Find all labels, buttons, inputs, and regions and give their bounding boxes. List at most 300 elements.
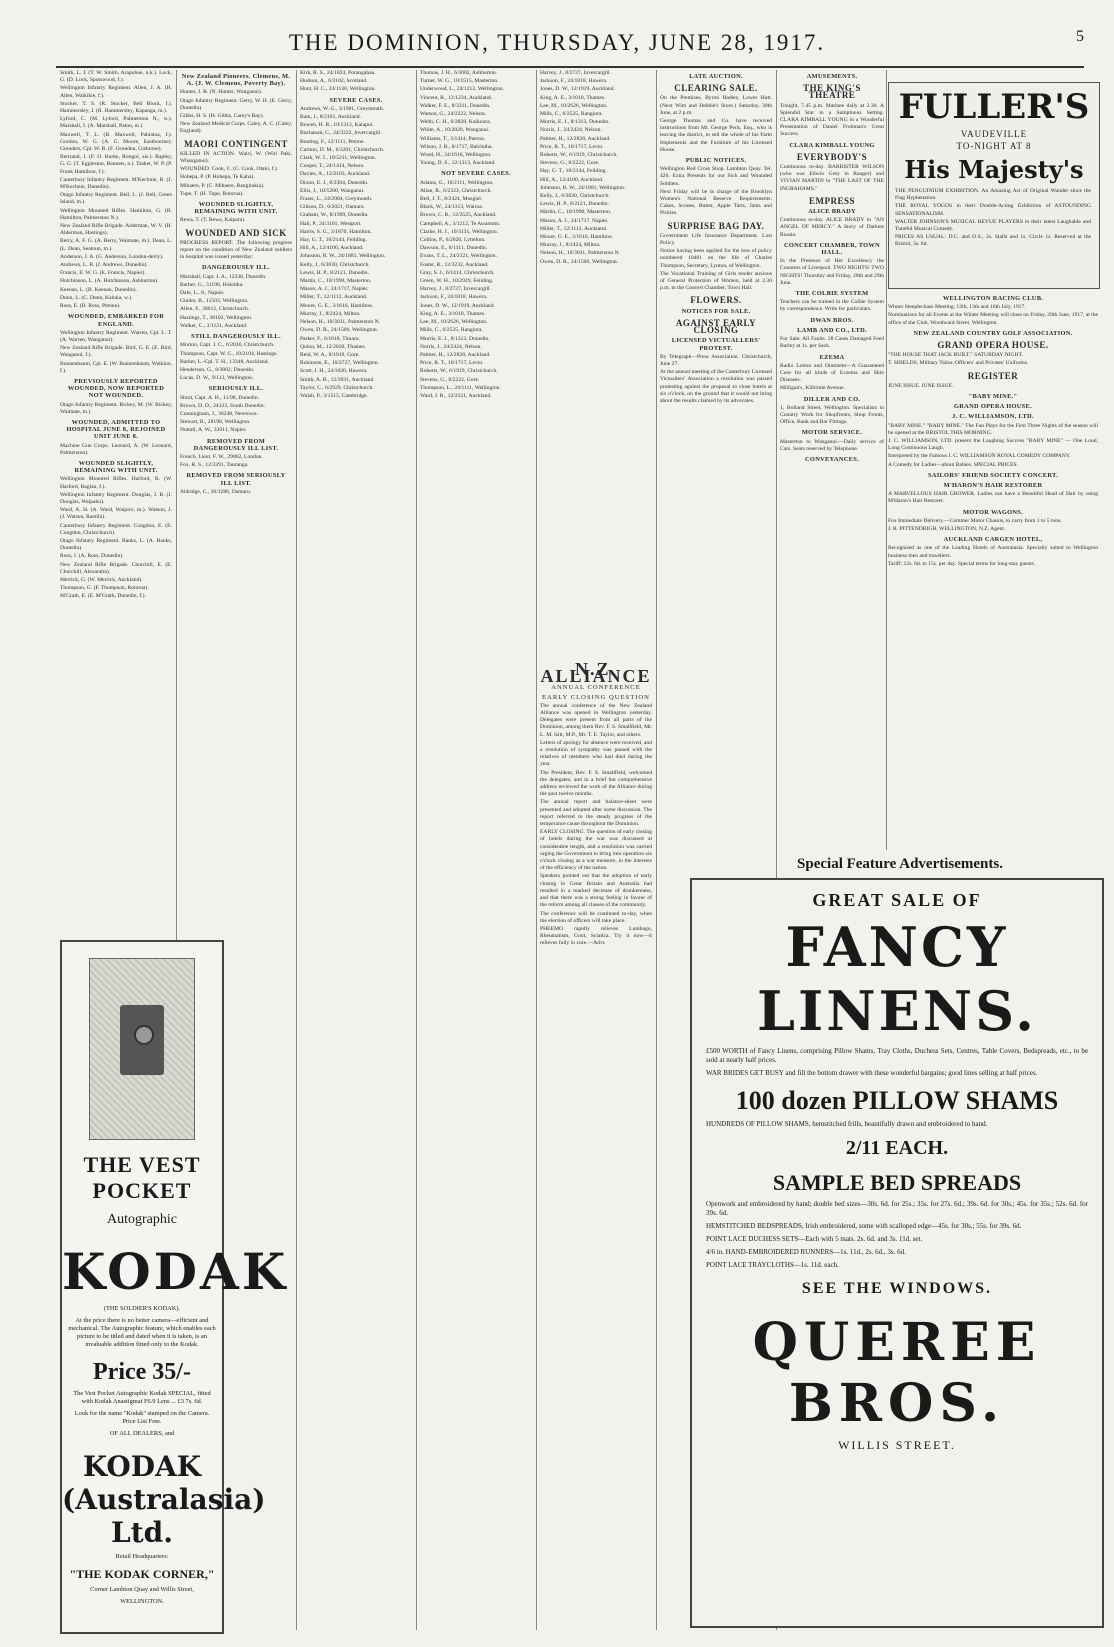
section-heading: PREVIOUSLY REPORTED WOUNDED, NOW REPORTED NOT WOUNDED. bbox=[67, 377, 165, 400]
list-item: New Zealand Rifle Brigade. Churchill, E. (E. Churchill, Alexandra). bbox=[60, 561, 172, 575]
list-item: Owen, D. R., 24/1500, Wellington. bbox=[540, 258, 619, 265]
list-item: Murray, J., 8/2424, Milton. bbox=[540, 242, 601, 249]
list-item: Morton, Capt. J. C., 6/2036, Christchurch. bbox=[180, 342, 275, 349]
article-subhead: EARLY CLOSING QUESTION bbox=[542, 693, 650, 701]
list-item: Nelson, H., 10/3031, Palmerston N. bbox=[300, 319, 381, 326]
advert-text: Teachers can be trained in the Colbie System by correspondence. Write for particulars. bbox=[780, 299, 884, 313]
list-item: Rewa, T. (T. Rewa, Kaipara). bbox=[180, 217, 246, 224]
advert-text: Recognised as one of the Leading Hotels of Australasia. Specially suited to Wellington business men and travellers. bbox=[888, 545, 1098, 559]
list-item: Andrews, W. G., 3/1901, Greymouth. bbox=[300, 105, 384, 112]
notice-paragraph: By Telegraph—Press Association. Christchurch, June 27. bbox=[660, 353, 772, 367]
list-item: PROGRESS REPORT. The following progress report on the condition of New Zealand soldiers in hospital was issued yesterday: bbox=[180, 239, 292, 261]
list-item: Stevens, G., 8/2222, Gore. bbox=[540, 160, 600, 167]
list-item: Thomas, J. H., 6/3002, Ashburton. bbox=[420, 70, 498, 76]
maori-contingent-heading: MAORI CONTINGENT bbox=[184, 138, 288, 149]
list-item: Carlton, D. M., 6/3201, Christchurch. bbox=[300, 146, 385, 153]
list-item: Otago Infantry Regiment. Gerry, W. H. (E. Gerry, Dunedin). bbox=[180, 97, 292, 111]
list-item: Harvey, J., 8/2727, Invercargill. bbox=[420, 286, 491, 293]
list-item: Hunter, J. R. (N. Hunter, Wanganui). bbox=[180, 89, 263, 96]
list-item: Hill, A., 12/4100, Auckland. bbox=[540, 176, 604, 183]
list-item: Underwood, L., 24/1212, Wellington. bbox=[420, 86, 504, 93]
notice-paragraph: On the Premises, Byron Hadley, Lower Hutt. (Next Wim and Debbie's Store.) Saturday, 30th June, at 2 p.m. bbox=[660, 95, 772, 116]
list-item: Mihaere, P. (C. Mihaere, Rangitukia). bbox=[180, 182, 265, 189]
article-headline: N.Z. ALLIANCE bbox=[540, 660, 652, 687]
section-heading: THE COLBIE SYSTEM bbox=[795, 290, 869, 298]
list-item: Hunt, H. C., 24/1130, Wellington. bbox=[300, 86, 376, 93]
list-item: Dale, L., 8., Napier. bbox=[180, 290, 225, 297]
list-item: Otago Infantry Regiment. Rickey, M. (W. Rickey, Waimate, m.). bbox=[60, 401, 172, 415]
article-paragraph: Letters of apology for absence were received, and a resolution of sympathy was passed with the relatives of members who had died during the year. bbox=[540, 739, 652, 768]
article-subhead: ANNUAL CONFERENCE bbox=[551, 684, 641, 692]
list-item: Henderson, G., 8/3002, Dunedin. bbox=[180, 366, 255, 373]
notice-paragraph: At the annual meeting of the Canterbury Licensed Victuallers' Association a resolution was passed protesting against the proposal to close hotels at six o'clock, on the ground that it would not bring about the results claimed by its advocates. bbox=[660, 369, 772, 404]
list-item: Clark, W. J., 10/5211, Wellington. bbox=[300, 155, 376, 162]
list-item: Martin, C., 10/1990, Masterton. bbox=[540, 209, 612, 216]
fullers-text bbox=[895, 188, 1091, 250]
article-paragraph: The conference will be continued to-day, when the election of officers will take place. bbox=[540, 910, 652, 924]
list-item: Wilson, J. R., 8/1717, Balclutha. bbox=[420, 143, 493, 150]
camera-icon bbox=[120, 1005, 164, 1075]
list-item: Wellington Mounted Rifles. Harford, R. (W. Harford, Raglan, f.). bbox=[60, 476, 172, 490]
advert-text: "THE HOUSE THAT JACK BUILT." SATURDAY NIGHT. bbox=[888, 352, 1023, 359]
advert-text: Nominations for all Events at the Winter Meeting will close on Friday, 29th June, 1917, at the office of the Club, Woodward Street, Wellington. bbox=[888, 312, 1098, 326]
list-item: Ross, E. (R. Ross, Petone). bbox=[60, 303, 121, 310]
kodak-price: Price 35/- bbox=[93, 1359, 191, 1385]
advert-text: Continuous to-day. ALICE BRADY in "AN ANGEL OF MERCY." A Story of Darkest Russia. bbox=[780, 217, 884, 238]
notice-paragraph: Next Friday will be in charge of the Brooklyn Women's National Reserve. Requirements: Cakes, Scones, Butter, Apple Tarts, Jams and Pickles. bbox=[660, 188, 772, 217]
list-item: Allen, F., 30612, Christchurch. bbox=[180, 306, 250, 313]
section-heading: GRAND OPERA HOUSE. bbox=[937, 340, 1049, 351]
advert-text: A Comedy for Ladies—about Babies. SPECIAL PRICES. bbox=[888, 461, 1018, 468]
advert-text: JUNE ISSUE. JUNE ISSUE. bbox=[888, 382, 954, 389]
list-item: Hudson, A., 6/3102, Scotland. bbox=[300, 78, 368, 85]
list-item: Brown, C. R., 12/2525, Auckland. bbox=[420, 212, 497, 219]
list-item: Nuttall, A. W., 32011, Napier. bbox=[180, 427, 247, 434]
section-heading: AUCKLAND CARGEN HOTEL, bbox=[943, 536, 1043, 544]
theatre-name: EVERYBODY'S bbox=[796, 151, 868, 162]
fullers-vaudeville: VAUDEVILLE bbox=[960, 129, 1028, 139]
list-item: Merrick, G. (W. Merrick, Auckland). bbox=[60, 577, 143, 583]
masthead-rule bbox=[56, 66, 1084, 68]
list-item: Dunn, L. (C. Dunn, Kaitaia, w.). bbox=[60, 294, 133, 301]
list-item: Hall, P., 24/3101, Westport. bbox=[300, 220, 362, 227]
list-item: Wood, H., 24/1616, Wellington. bbox=[420, 152, 492, 159]
list-item: Anderson, J. A. (G. Anderson, London-derry). bbox=[60, 253, 164, 260]
section-heading: EZEMA bbox=[819, 353, 845, 361]
column-casualty-list-5 bbox=[540, 70, 652, 650]
list-item: Dawson, E., 8/1111, Dunedin. bbox=[420, 245, 488, 252]
list-item: Mason, A. J., 24/1717, Napier. bbox=[540, 217, 609, 224]
list-item: Kirk, R. S., 24/1824, Porangahau. bbox=[300, 70, 376, 76]
advert-text: Tonight, 7.45 p.m. Matinee daily at 2.30. A Splendid Star in a Sumptuous Setting. CLARA KIMBALL YOUNG in a Wonderful Presentation of Daniel Frohman's Great Success. bbox=[780, 102, 884, 138]
list-item: Bain, J., 8/2101, Auckland. bbox=[300, 114, 361, 121]
section-heading: M'HARON'S HAIR RESTORER bbox=[943, 482, 1043, 490]
list-item: New Zealand Rifle Brigade. Bird, G. E. (E. Bird, Wanganui, f.). bbox=[60, 345, 172, 359]
notice-paragraph: The Vocational Training of Girls tender anxious of General Protection of Women, held at 2.30 p.m. in the Concert Chamber, Town Hall. bbox=[660, 270, 772, 292]
section-heading: J. C. WILLIAMSON, LTD. bbox=[952, 413, 1034, 421]
list-item: Dixon, E. J., 8/2304, Dunedin. bbox=[300, 179, 369, 186]
list-item: Walker, C., 3/1121, Auckland. bbox=[180, 322, 248, 329]
list-item: Berry, A. F. G. (A. Berry, Waimate, m.). Dean, L. (L. Dean, Seatoun, m.). bbox=[60, 238, 172, 252]
list-item: Gibson, D., 6/2021, Oamaru. bbox=[300, 204, 365, 211]
list-item: Maxwell, T. L. (B. Maxwell, Pahiatua, f.). Gordon, W. G. (A. G. Moore, Eastbourne). Grenders, Cpl. W. R. (F. Ocenden, Gisborne). bbox=[60, 131, 172, 153]
list-item: Lee, M., 10/2626, Wellington. bbox=[420, 319, 488, 326]
column-rule bbox=[536, 70, 537, 1630]
list-item: Barker, L.-Cpl. T. H., 13348, Auckland. bbox=[180, 358, 269, 365]
list-item: Miller, T., 12/1112, Auckland. bbox=[540, 225, 608, 232]
list-item: Young, D. S., 12/1313, Auckland. bbox=[420, 160, 496, 167]
list-item: Miller, T., 12/1112, Auckland. bbox=[300, 294, 368, 301]
list-item: King, A. E., 3/1010, Thames. bbox=[420, 310, 486, 317]
special-feature-heading: Special Feature Advertisements. bbox=[797, 856, 1003, 872]
see-windows: SEE THE WINDOWS. bbox=[801, 1280, 993, 1297]
article-paragraph: The annual conference of the New Zealand Alliance was opened in Wellington yesterday. Delegates were present from all parts of the Dominion, among them Rev. F. S. Smallfield, Mr. L. M. Isitt, M.P., Mr. T. E. Taylor, and others. bbox=[540, 702, 652, 738]
section-heading: NOT SEVERE CASES. bbox=[441, 170, 511, 178]
list-item: Hastings, T., 38102, Wellington. bbox=[180, 314, 253, 321]
masthead bbox=[40, 24, 1084, 62]
advert-text: POINT LACE DUCHESS SETS—Each with 5 mats. 2s. 6d. and 3s. 11d. set. bbox=[706, 1235, 923, 1243]
kodak-blurb: At the price there is no better camera—efficient and mechanical. The Autographic feature, which enables each picture to be titled and dated when it is taken, is an invaluable addition fitted only to the Kodak. bbox=[68, 1317, 216, 1348]
advert-text: J. C. WILLIAMSON, LTD. present the Laughing Success "BABY MINE" — One Loud, Long Continuous Laugh. bbox=[888, 438, 1098, 452]
list-item: Mills, C., 6/2525, Rangiora. bbox=[420, 327, 483, 334]
list-item: Nelson, H., 10/3031, Palmerston N. bbox=[540, 250, 621, 257]
list-item: Smith, L. J. (T. W. Smith, Arapohue, n.k.). Lock, G. (D. Lock, Spotswood, f.). bbox=[60, 70, 172, 84]
section-heading: CONVEYANCES. bbox=[805, 455, 859, 463]
list-item: Smith, A. B., 12/3031, Auckland. bbox=[300, 376, 375, 383]
advert-text: Winter Steeplechase Meeting, 12th, 13th and 16th July, 1917. bbox=[888, 304, 1026, 311]
list-item: Stewart, R., 28198, Wellington. bbox=[180, 419, 251, 426]
list-item: Foster, R., 12/3232, Auckland. bbox=[420, 261, 489, 268]
column-rule bbox=[296, 70, 297, 1630]
advert-text: For Sale: All Faults. 28 Cases Damaged Feed Barley at 1s. per Sack. bbox=[780, 336, 884, 350]
advert-text: Interpreted by the Famous J. C. WILLIAMSON ROYAL COMEDY COMPANY. bbox=[888, 453, 1071, 460]
list-item: Bunnenbaum, Cpl. E. (W. Bunnenbaum, Waikino, f.). bbox=[60, 360, 172, 374]
kodak-city: WELLINGTON. bbox=[120, 1598, 164, 1605]
list-item: Graham, W., 8/1999, Dunedin. bbox=[300, 212, 369, 219]
advert-text: "BABY MINE." "BABY MINE." The Fun Plays for the First Three Nights of the season will be opened at the BRISTOL THIS MORNING. bbox=[888, 422, 1098, 436]
camera-illustration bbox=[89, 958, 195, 1140]
list-item: Kelly, J., 6/3030, Christchurch. bbox=[300, 261, 370, 268]
fullers-theatre: His Majesty's bbox=[904, 155, 1084, 184]
list-item: Canterbury Infantry Regiment. Congdon, E. (E. Congdon, Christchurch). bbox=[60, 522, 172, 536]
list-item: Hay, G. T., 10/2144, Feilding. bbox=[540, 168, 607, 175]
list-item: Barber, G., 31198, Hokitika. bbox=[180, 281, 244, 288]
advert-text: T. SHIELDS, Military Tailor. Officers' and Privates' Uniforms. bbox=[888, 360, 1029, 367]
list-item: Green, W. H., 10/2929, Feilding. bbox=[420, 278, 494, 285]
advert-text: Radio Lotion and Ointment—A Guaranteed Cure for all kinds of Eczema and Skin Diseases. bbox=[780, 362, 884, 384]
list-item: Watson, G., 24/2222, Nelson. bbox=[420, 111, 487, 118]
list-item: Kelly, J., 6/3030, Christchurch. bbox=[540, 193, 610, 200]
list-item: Lee, M., 10/2626, Wellington. bbox=[540, 102, 608, 109]
advert-text: PRICES AS USUAL: D.C. and O.S., 2s. Stalls and 1s. Circle 1s. Reserved at the Bristol, 3s. 6d. bbox=[895, 234, 1091, 248]
list-item: Moore, G. E., 3/1616, Hamilton. bbox=[300, 302, 374, 309]
advert-text: POINT LACE TRAYCLOTHS—1s. 11d. each. bbox=[706, 1261, 839, 1269]
section-heading: LATE AUCTION. bbox=[689, 73, 743, 80]
list-item: Brown, D. D., 24123, South Dunedin. bbox=[180, 402, 265, 409]
list-item: Reid, W. A., 8/1919, Gore. bbox=[300, 351, 360, 358]
section-heading: SEVERE CASES. bbox=[329, 96, 383, 104]
list-item: Wellington Mounted Rifles. Hamilton, G. (R. Hamilton, Palmerston N.). bbox=[60, 207, 172, 221]
kodak-retail: Retail Headquarters: bbox=[115, 1553, 169, 1560]
list-item: Moore, G. E., 3/1616, Hamilton. bbox=[540, 234, 614, 241]
advert-text: Fox Immediate Delivery.—Commer Motor Chassis, to carry from 1 to 5 tons. bbox=[888, 517, 1062, 524]
pillow-shams-heading: 100 dozen PILLOW SHAMS bbox=[735, 1086, 1059, 1115]
section-heading: SERIOUSLY ILL. bbox=[208, 385, 264, 393]
list-item: Johnston, R. W., 24/1881, Wellington. bbox=[300, 253, 386, 260]
advert-text: J. R. PITTENDRIGH, WELLINGTON, N.Z. Agent. bbox=[888, 526, 1006, 533]
fullers-tonight: TO-NIGHT AT 8 bbox=[956, 141, 1032, 151]
list-item: Price, R. T., 10/1717, Levin. bbox=[540, 143, 604, 150]
column-casualty-list-3 bbox=[300, 70, 412, 1630]
list-item: Keenan, L. (B. Keenan, Dunedin). bbox=[60, 286, 137, 293]
section-heading: WOUNDED SLIGHTLY, REMAINING WITH UNIT. bbox=[74, 459, 158, 475]
list-item: Wellington Infantry Regiment. Warren, Cpl. L. T. (A. Warren, Wanganui). bbox=[60, 329, 172, 343]
column-rule bbox=[416, 70, 417, 1630]
advert-text: In the Presence of Her Excellency the Countess of Liverpool. TWO NIGHTS! TWO NIGHTS! Thursday and Friday, 28th and 29th June. bbox=[780, 258, 884, 286]
list-item: Clarke, H. J., 10/3131, Wellington. bbox=[420, 228, 499, 235]
advert-text: Openwork and embroidered by hand; double bed sizes—30s. 6d. for 25s.; 35s. for 27s. 6d.; 39s. 6d. for 30s.; 45s. for 35s.; 52s. 6d. for 39s. 6d. bbox=[706, 1200, 1088, 1217]
section-heading: MOTOR SERVICE. bbox=[801, 429, 863, 437]
section-heading: "BABY MINE." bbox=[968, 393, 1018, 401]
kodak-address: Corner Lambton Quay and Willis Street, bbox=[90, 1586, 194, 1593]
fullers-brand: FULLER'S bbox=[898, 87, 1090, 127]
list-item: New Zealand Rifle Brigade. Alderman, W. V. (H. Alderman, Hastings). bbox=[60, 223, 172, 237]
column-nz-alliance bbox=[540, 660, 652, 1630]
list-item: WOUNDED. Cook, C. (C. Cook, Otaki, f.). bbox=[180, 166, 279, 173]
list-item: Stocker, T. S. (R. Stocker, Bell Block, f.). Hammersley, J. (R. Hammersley, Kapanga, m.). bbox=[60, 100, 172, 115]
list-item: Ginder, B., 11503, Wellington. bbox=[180, 298, 249, 305]
article-paragraph: Speakers pointed out that the adoption of early closing in Great Britain and Australia had resulted in a marked decrease of drunkenness, and that there was a strong feeling in favour of the reform among all classes of the community. bbox=[540, 873, 652, 909]
lens-icon bbox=[134, 1025, 154, 1045]
section-heading: CLEARING SALE. bbox=[674, 83, 758, 94]
list-item: Morris, E. J., 8/1313, Dunedin. bbox=[540, 119, 610, 126]
section-heading: STILL DANGEROUSLY ILL. bbox=[191, 333, 281, 341]
list-item: Thompson, Capt. W. C., 10/2104, Hastings. bbox=[180, 350, 278, 357]
kodak-corner: "THE KODAK CORNER," bbox=[69, 1567, 215, 1581]
kodak-tagline: (THE SOLDIER'S KODAK). bbox=[103, 1305, 181, 1312]
list-item: Bertrand, J. (F. O. Burke, Rongoi, sis.). Rapley, G. G. (T. Eggleston, Bennets, n.). Tasker, W. P. (P. Frank Hamilton, f.). bbox=[60, 154, 172, 175]
list-item: Hill, A., 12/4100, Auckland. bbox=[300, 245, 364, 252]
advert-text: HEMSTITCHED BEDSPREADS, Irish embroidered, some with scalloped edge—45s. for 30s.; 55s. for 39s. 6d. bbox=[706, 1222, 1022, 1230]
list-item: White, A., 10/2020, Wanganui. bbox=[420, 127, 490, 134]
theatre-name: EMPRESS bbox=[808, 195, 855, 206]
section-heading: FLOWERS. bbox=[690, 295, 742, 306]
list-item: Hay, G. T., 10/2144, Feilding. bbox=[300, 237, 367, 244]
theatre-name: THE KING'S THEATRE bbox=[803, 83, 861, 101]
list-item: Adams, G., 10/2111, Wellington. bbox=[420, 179, 494, 186]
list-item: Norris, J., 24/2424, Nelson. bbox=[540, 127, 602, 134]
list-item: Otago Infantry Regiment. Banks, L. (A. Banks, Dunedin). bbox=[60, 537, 172, 552]
section-heading: DANGEROUSLY ILL. bbox=[202, 264, 270, 272]
kodak-look: Look for the name "Kodak" stamped on the Camera. Price List Free. bbox=[74, 1410, 210, 1425]
section-heading: WOUNDED SLIGHTLY, REMAINING WITH UNIT. bbox=[194, 201, 278, 216]
list-item: Davies, A., 12/2103, Auckland. bbox=[300, 171, 371, 178]
advert-text: £500 WORTH of Fancy Linens, comprising Pillow Shams, Tray Cloths, Duchess Sets, Centres, Table Covers, Bedspreads, etc., to be sold at nearly half prices. bbox=[706, 1047, 1088, 1064]
list-item: Palmer, H., 12/2828, Auckland. bbox=[540, 135, 611, 142]
section-heading: REMOVED FROM SERIOUSLY ILL LIST. bbox=[186, 472, 286, 487]
advert-text: THE PENGUINIUM EXHIBITION. An Amazing Act of Original Wonder since the Flag Hyphenation. bbox=[895, 188, 1091, 202]
list-item: Jackson, F., 24/1818, Hawera. bbox=[420, 294, 488, 301]
column-rule bbox=[656, 70, 657, 1630]
kodak-special: The Vest Pocket Autographic Kodak SPECIAL, fitted with Kodak Anastigmat F6.9 Lens ... £3 7s. 6d. bbox=[73, 1390, 211, 1405]
list-item: Gibbs, H. S. (H. Gibbs, Carey's Bay). bbox=[180, 113, 264, 120]
list-item: Jones, D. W., 12/1919, Auckland. bbox=[420, 302, 495, 309]
list-item: Roberts, W., 6/1919, Christchurch. bbox=[540, 152, 618, 159]
section-heading: AMUSEMENTS. bbox=[806, 73, 858, 80]
section-heading: New Zealand Pioneers. Clemens, M. A. (J. W. Clemens, Poverty Bay). bbox=[181, 73, 291, 88]
column-casualty-list-4 bbox=[420, 70, 532, 1630]
list-item: Bowen, H. R., 10/1312, Kaiapoi. bbox=[300, 122, 374, 129]
advert-text: Masterton to Wanganui.—Daily service of Cars. Seats reserved by Telephone. bbox=[780, 438, 884, 452]
list-item: Francis, E. W. G. (E. Francis, Napier). bbox=[60, 270, 146, 277]
list-item: Thompson, G. (F. Thompson, Rotorua). bbox=[60, 585, 149, 592]
list-item: Collins, P., 6/2020, Lyttelton. bbox=[420, 237, 486, 244]
section-heading: WELLINGTON RACING CLUB. bbox=[942, 295, 1044, 302]
list-item: Hutchinson, L. (A. Hutchinson, Ashburton). bbox=[60, 278, 159, 285]
list-item: Mills, C., 6/2525, Rangiora. bbox=[540, 111, 603, 118]
advert-text: WAR BRIDES GET BUSY and fill the bottom drawer with these wonderful bargains; good lines selling at half prices. bbox=[706, 1069, 1038, 1077]
advert-text: WALTER JOHNSON'S MUSICAL REVUE PLAYERS in their latest Laughable and Tuneful Musical Comedy. bbox=[895, 218, 1091, 233]
list-item: Norris, J., 24/2424, Nelson. bbox=[420, 343, 482, 350]
list-item: Tupe, T. (H. Tupe, Rotorua). bbox=[180, 190, 244, 197]
queree-bros-advertisement bbox=[690, 878, 1104, 1628]
list-item: Short, Capt. A. H., 11/98, Dunedin. bbox=[180, 394, 260, 401]
section-heading: SURPRISE BAG DAY. bbox=[667, 220, 765, 231]
list-item: Otago Infantry Regiment. Bell, L. (J. Bell, Green Island, m.). bbox=[60, 192, 172, 206]
list-item: Lewis, H. P., 8/2121, Dunedin. bbox=[540, 201, 609, 208]
list-item: Parker, F., 6/1818, Timaru. bbox=[300, 335, 360, 342]
section-heading: WOUNDED, ADMITTED TO HOSPITAL JUNE 8, REJOINED UNIT JUNE 8. bbox=[66, 418, 166, 441]
list-item: Andrews, L. B. (J. Andrews, Dunedin). bbox=[60, 262, 148, 269]
kodak-dealers: OF ALL DEALERS, and bbox=[109, 1430, 175, 1437]
article-paragraph: The annual report and balance-sheet were presented and adopted after some discussion. The report referred to the steady progress of the temperance cause throughout the Dominion. bbox=[540, 799, 652, 828]
list-item: Bunting, F., 12/1111, Petone. bbox=[300, 138, 365, 145]
list-item: Marshall, Capt. J. A., 12338, Dunedin. bbox=[180, 273, 267, 280]
list-item: Morris, E. J., 8/1313, Dunedin. bbox=[420, 335, 490, 342]
list-item: Cooper, T., 24/1414, Nelson. bbox=[300, 163, 365, 170]
list-item: Allan, R., 6/2323, Christchurch. bbox=[420, 187, 492, 194]
list-item: Ellis, J., 10/5200, Wanganui. bbox=[300, 187, 365, 194]
list-item: Wellington Infantry Regiment. Douglas, J. B. (J. Douglas, Waipahu). bbox=[60, 491, 172, 505]
list-item: Walker, F. E., 8/3311, Dunedin. bbox=[420, 102, 491, 109]
advert-text: Tariff: 12s. 6d. to 15s. per day. Special terms for long-stay guests. bbox=[888, 560, 1036, 567]
section-heading: WOUNDED, EMBARKED FOR ENGLAND. bbox=[67, 313, 165, 328]
section-heading: PUBLIC NOTICES. bbox=[685, 157, 747, 165]
list-item: Ward, J. R., 12/2121, Auckland. bbox=[420, 392, 492, 399]
list-item: Johnston, R. W., 24/1881, Wellington. bbox=[540, 184, 626, 191]
list-item: Price, R. T., 10/1717, Levin. bbox=[420, 360, 484, 367]
section-heading: MOTOR WAGONS. bbox=[962, 508, 1024, 516]
list-item: Lewis, H. P., 8/2121, Dunedin. bbox=[300, 269, 369, 276]
column-rule bbox=[886, 70, 887, 850]
kodak-brand: KODAK bbox=[62, 1242, 289, 1301]
list-item: Martin, C., 10/1990, Masterton. bbox=[300, 278, 372, 285]
notice-paragraph: Notice having been applied for the loss of policy numbered 10401 on the life of Charles Thompson, Secretary, Lynton, of Wellington. bbox=[660, 248, 772, 269]
fancy-linens-headline: FANCY LINENS. bbox=[757, 915, 1037, 1043]
list-item: Wellington Infantry Regiment. Allen, J. A. (H. Allen, Waikikie, f.). bbox=[60, 85, 172, 99]
list-item: Bell, J. T., 8/2424, Mosgiel. bbox=[420, 196, 483, 203]
advert-text: Continuous to-day. BARRISTER WILSON (who was Edwin Grey in Ranger) and VIVIAN MARTIN in "THE LAST OF THE INGRAHAMS." bbox=[780, 164, 884, 192]
list-item: Campbell, A., 3/1212, Te Awamutu. bbox=[420, 220, 501, 227]
advert-text: PHEEMO rapidly relieves Lumbago, Rheumatism, Gout, Sciatica. Try it now—it relieves fully in cure.—Advt. bbox=[540, 925, 652, 947]
list-item: Walsh, P., 3/1515, Cambridge. bbox=[300, 392, 368, 399]
price-each: 2/11 EACH. bbox=[845, 1137, 949, 1159]
list-item: M'Grath, E. (E. M'Grath, Dunedin, f.). bbox=[60, 593, 146, 600]
list-item: Ward, A. H. (A. Ward, Waipiro, m.). Watson, J. (J. Watson, Raetihi). bbox=[60, 507, 172, 521]
article-paragraph: EARLY CLOSING. The question of early closing of hotels during the war was discussed at considerable length, and a resolution was carried urging the Government to bring into operation six o'clock closing as a war measure, in the interests of the efficiency of the nation. bbox=[540, 829, 652, 872]
list-item: Scott, J. H., 24/1020, Hawera. bbox=[300, 368, 368, 375]
advert-text: A MARVELLOUS HAIR GROWER. Ladies can have a Beautiful Head of Hair by using M'Haron's Hair Restorer. bbox=[888, 491, 1098, 505]
list-item: Aldridge, C., 30/1286, Oamaru. bbox=[180, 488, 252, 495]
section-heading: REMOVED FROM DANGEROUSLY ILL LIST. bbox=[193, 437, 279, 452]
list-item: Harris, S. G., 3/1870, Hamilton. bbox=[300, 228, 372, 235]
list-item: Jones, D. W., 12/1919, Auckland. bbox=[540, 86, 615, 93]
section-heading: LICENSED VICTUALLERS' PROTEST. bbox=[671, 337, 761, 352]
list-item: Lucas, D. W., 9/113, Wellington. bbox=[180, 375, 254, 382]
page-number: 5 bbox=[1076, 28, 1084, 45]
list-item: Roberts, W., 6/1919, Christchurch. bbox=[420, 368, 498, 375]
section-heading: DILLER AND CO. bbox=[803, 395, 861, 403]
register-heading: REGISTER bbox=[967, 370, 1019, 381]
list-item: Thompson, L., 24/1111, Wellington. bbox=[420, 384, 501, 391]
masthead-title: THE DOMINION, THURSDAY, JUNE 28, 1917. bbox=[288, 30, 826, 55]
list-item: Owen, D. R., 24/1500, Wellington. bbox=[300, 327, 379, 334]
star-name: ALICE BRADY bbox=[808, 208, 856, 216]
list-item: KILLED IN ACTION. Wairi, W. (Wiri Paki, Whanganui). bbox=[180, 150, 292, 165]
list-item: Williams, T., 3/1414, Paeroa. bbox=[420, 135, 486, 142]
advert-text: 1, Bolland Street, Wellington. Specialists in Country Work for Shopfronts, Shop Fronts, Office, Bank and Bar Fittings. bbox=[780, 404, 884, 426]
sample-bed-spreads-heading: SAMPLE BED SPREADS bbox=[772, 1170, 1022, 1195]
queree-brand: QUEREE BROS. bbox=[752, 1312, 1042, 1434]
article-paragraph: The President, Rev. F. S. Smallfield, welcomed the delegates, and in a brief but comprehensive address reviewed the work of the Alliance during the past twelve months. bbox=[540, 769, 652, 798]
list-item: Gray, S. J., 6/1414, Christchurch. bbox=[420, 269, 495, 276]
list-item: Stevens, G., 8/2222, Gore. bbox=[420, 376, 480, 383]
list-item: Turner, W. G., 10/1515, Masterton. bbox=[420, 78, 499, 85]
column-amusements bbox=[780, 70, 884, 850]
section-heading: NOTICES FOR SALE. bbox=[681, 307, 751, 315]
list-item: French, Lieut. F. W., 29062, London. bbox=[180, 453, 263, 460]
section-heading: CONCERT CHAMBER, TOWN HALL. bbox=[783, 241, 881, 257]
advert-text: HUNDREDS OF PILLOW SHAMS, hemstitched frills, beautifully drawn and embroidered to hand. bbox=[706, 1120, 988, 1128]
list-item: Vincent, R., 12/1234, Auckland. bbox=[420, 94, 493, 101]
list-item: King, A. E., 3/1010, Thames. bbox=[540, 94, 606, 101]
advert-text: Milligan's, Kilbirnie Avenue. bbox=[780, 385, 845, 392]
list-item: Hohepa, P. (P. Hohepa, Te Kaha). bbox=[180, 174, 255, 181]
list-item: Harvey, J., 8/2727, Invercargill. bbox=[540, 70, 611, 76]
list-item: Palmer, H., 12/2828, Auckland. bbox=[420, 351, 491, 358]
section-heading: DWAN BROS. bbox=[810, 316, 854, 324]
notice-paragraph: Wellington Red Cross Shop. Lambton Quay. Tel. 426. Extra Presents for our Sick and Wounded Soldiers. bbox=[660, 166, 772, 187]
list-item: Evans, T. L., 24/2121, Wellington. bbox=[420, 253, 497, 260]
section-heading: NEW ZEALAND COUNTRY GOLF ASSOCIATION. bbox=[913, 329, 1073, 337]
advert-text: 4/6 in. HAND-EMBROIDERED RUNNERS—1s. 11d., 2s. 6d., 3s. 6d. bbox=[706, 1248, 906, 1256]
section-heading: AGAINST EARLY CLOSING bbox=[675, 317, 757, 336]
list-item: Taylor, C., 6/2929, Christchurch. bbox=[300, 384, 374, 391]
list-item: Mason, A. J., 24/1717, Napier. bbox=[300, 286, 369, 293]
kodak-advertisement bbox=[60, 940, 289, 1634]
list-item: Murray, J., 8/2424, Milton. bbox=[300, 310, 361, 317]
notice-paragraph: George Thomas and Co. have received instructions from Mr. George Peck, Esq., who is leaving the district, to sell the whole of his Farm Implements and the Furniture of his Licensed House. bbox=[660, 118, 772, 153]
section-heading: GRAND OPERA HOUSE. bbox=[953, 403, 1032, 411]
list-item: Quinn, M., 12/2020, Thames. bbox=[300, 343, 367, 350]
list-item: Canterbury Infantry Regiment. M'Kechnie, R. (J. M'Kechnie, Dunedin). bbox=[60, 176, 172, 191]
list-item: Ross, J. (A. Ross, Dunedin). bbox=[60, 553, 124, 560]
star-name: CLARA KIMBALL YOUNG bbox=[789, 141, 875, 149]
list-item: Fox, R. S., 12/3391, Tauranga. bbox=[180, 462, 249, 469]
fullers-advertisement bbox=[888, 82, 1100, 289]
section-heading: SAILORS' FRIEND SOCIETY CONCERT. bbox=[927, 471, 1059, 479]
kodak-headline: THE VEST POCKET bbox=[83, 1152, 201, 1203]
